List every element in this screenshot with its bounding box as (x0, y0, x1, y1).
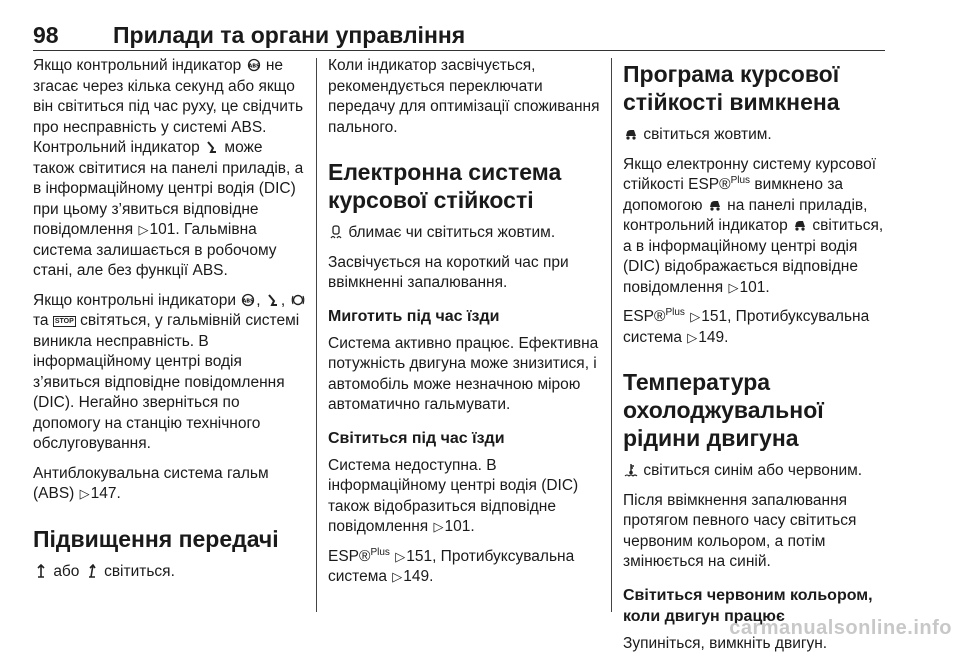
page-reference-arrow-icon: ▷ (139, 220, 149, 241)
page-header (33, 22, 920, 52)
esc-off-icon (793, 218, 807, 232)
section-heading-esc: Електронна система курсової стійкості (328, 158, 612, 214)
page-reference-arrow-icon: ▷ (687, 328, 697, 349)
esc-icon (329, 225, 343, 239)
upshift-advice-paragraph: Коли індикатор засвічується, рекомендується переключати передачу для оптимізації споживання пального. (328, 56, 612, 138)
column-2 (328, 56, 612, 612)
brake-fault-paragraph: Якщо контрольні індикатори ABS , , та STOP світяться, у гальмівній системі виникла несправність. В інформаційному центрі водія з’явиться відповідне повідомлення (DIC). Негайно зверніться по допомогу на станцію технічного обслуговування. (33, 291, 308, 455)
esc-off-indicator-paragraph: світиться жовтим. (623, 125, 893, 146)
esp-reference-paragraph: ESP®$^{Plus}$ ▷151, Протибуксувальна система ▷149. (623, 307, 893, 348)
subheading-blinks-while-driving: Миготить під час їзди (328, 306, 612, 327)
watermark: carmanualsonline.info (729, 617, 952, 640)
page-reference-arrow-icon: ▷ (395, 547, 405, 568)
abs-icon (241, 293, 255, 307)
abs-icon (247, 58, 261, 72)
esc-indicator-paragraph: блимає чи світиться жовтим. (328, 223, 612, 244)
esc-off-icon (624, 127, 638, 141)
esc-off-icon (708, 198, 722, 212)
esp-reference-paragraph: ESP®$^{Plus}$ ▷151, Протибуксувальна система ▷149. (328, 547, 612, 588)
section-heading-upshift: Підвищення передачі (33, 525, 308, 553)
abs-reference-paragraph: Антиблокувальна система гальм (ABS) ▷147. (33, 464, 308, 505)
abs-paragraph: Якщо контрольний індикатор ABS не згасає через кілька секунд або якщо він світиться під час руху, це свідчить про несправність у системі ABS. Контрольний індикатор може також світитися на панелі приладів, а в інформаційному центрі водія (DIC) при цьому з’явиться відповідне повідомлення ▷101. Гальмівна система залишається в робочому стані, але без функції ABS. (33, 56, 308, 282)
esc-unavailable-paragraph: Система недоступна. В інформаційному центрі водія (DIC) також відобразиться відповідне повідомлення ▷101. (328, 456, 612, 538)
upshift-icon (85, 564, 99, 578)
subheading-lit-while-driving: Світиться під час їзди (328, 428, 612, 449)
column-1 (33, 56, 308, 612)
upshift-paragraph: або світиться. (33, 562, 308, 583)
stop-engine-paragraph: Зупиніться, вимкніть двигун. (623, 634, 893, 654)
page-reference-arrow-icon: ▷ (690, 307, 700, 328)
brake-warning-icon (266, 293, 280, 307)
upshift-icon (34, 564, 48, 578)
page-reference-arrow-icon: ▷ (392, 567, 402, 588)
svg-text:ABS: ABS (243, 298, 255, 304)
header-rule (33, 50, 885, 51)
coolant-indicator-paragraph: світиться синім або червоним. (623, 461, 893, 482)
page-title: Прилади та органи управління (113, 22, 465, 49)
page-number: 98 (33, 22, 59, 49)
page-reference-arrow-icon: ▷ (729, 278, 739, 299)
esc-ignition-paragraph: Засвічується на короткий час при ввімкненні запалювання. (328, 253, 612, 294)
svg-text:ABS: ABS (248, 63, 260, 69)
esc-off-paragraph: Якщо електронну систему курсової стійкості ESP®$^{Plus}$ вимкнено за допомогою на панелі приладів, контрольний індикатор світиться, а в інформаційному центрі водія (DIC) відображається відповідне повідомлення ▷101. (623, 155, 893, 299)
page-reference-arrow-icon: ▷ (434, 517, 444, 538)
coolant-ignition-paragraph: Після ввімкнення запалювання протягом певного часу світиться червоним кольором, а потім змінюється на синій. (623, 491, 893, 573)
column-3 (623, 56, 893, 612)
subheading-red-engine-running: Світиться червоним кольором, коли двигун працює (623, 585, 893, 627)
brake-circle-icon (291, 293, 305, 307)
section-heading-coolant: Температура охолоджувальної рідини двигуна (623, 368, 893, 452)
column-divider (316, 58, 317, 612)
brake-warning-icon (205, 140, 219, 154)
coolant-temperature-icon (624, 463, 638, 477)
section-heading-esc-off: Програма курсової стійкості вимкнена (623, 60, 893, 116)
esc-active-paragraph: Система активно працює. Ефективна потужність двигуна може знизитися, і автомобіль може незначною мірою автоматично гальмувати. (328, 334, 612, 416)
page-reference-arrow-icon: ▷ (80, 484, 90, 505)
stop-icon: STOP (53, 316, 76, 327)
